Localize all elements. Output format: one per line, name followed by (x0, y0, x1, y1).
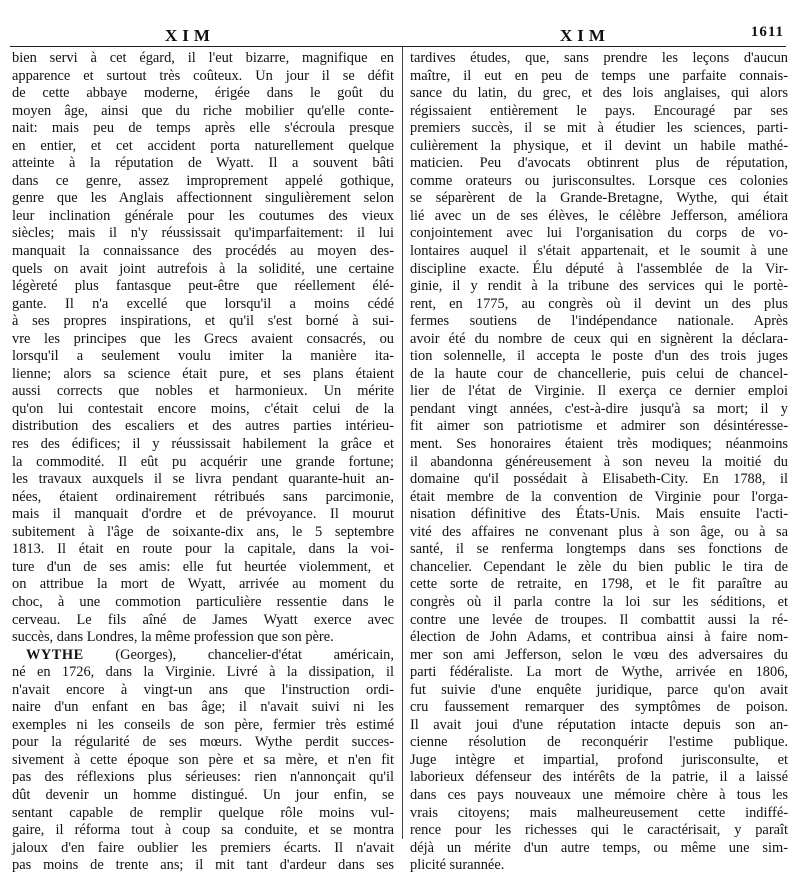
text-line: pas moins de trente ans; il mit tant d'ardeur dans ses (12, 857, 394, 874)
text-line: lorsqu'il a seulement voulu imiter la manière ita- (12, 348, 394, 365)
text-line: lienne; alors sa science était pure, et ses plans étaient (12, 365, 394, 382)
text-line: tion solennelle, il accepta le poste d'un des trois juges (410, 348, 788, 365)
text-line: se séparèrent de la Grande-Bretagne, Wythe, qui était (410, 190, 788, 207)
text-line: aussi corrects que nobles et harmonieux. Un mérite (12, 383, 394, 400)
text-line: dans ces pays nouveaux une mémoire chère à tous les (410, 786, 788, 803)
text-line: dût devenir un homme distingué. Un jour enfin, se (12, 786, 394, 803)
page-number: 1611 (750, 24, 784, 40)
text-line: bien servi à cet égard, il l'eut bizarre, magnifique en (12, 50, 394, 66)
text-line: quels on avait joint autrefois à la solidité, une certaine (12, 260, 394, 277)
text-line: conjointement avec lui l'organisation du corps de vo- (410, 225, 788, 242)
entry-given-name: (Georges), (115, 646, 177, 663)
text-line: n'avait encore à vingt-un ans que l'instruction ordi- (12, 681, 394, 698)
text-line: nait: mais peu de temps après elle s'écroula presque (12, 120, 394, 137)
column-divider (402, 47, 403, 839)
entry-heading-line (12, 647, 394, 665)
text-line: avoir été du nombre de ceux qui en signèrent la déclara- (410, 330, 788, 347)
text-line: légèreté plus fantasque peut-être que réellement élé- (12, 278, 394, 295)
text-line: premiers succès, il se mit à étudier les sciences, parti- (410, 120, 788, 137)
text-line: ment. Ses honoraires étaient très modiques; néanmoins (410, 436, 788, 453)
text-line: de la haute cour de chancellerie, puis celui de chancel- (410, 365, 788, 382)
text-line: né en 1726, dans la Virginie. Livré à la dissipation, il (12, 664, 394, 681)
text-line: discipline exacte. Élu député à l'assemblée de la Vir- (410, 260, 788, 277)
text-line: santé, il se renferma longtemps dans ses fonctions de (410, 541, 788, 558)
right-column (410, 50, 788, 875)
text-line: Juge intègre et impartial, profond jurisconsulte, et (410, 751, 788, 768)
text-line: siècles; mais il n'y réussissait qu'imparfaitement: il lui (12, 225, 394, 242)
text-line: comme orateurs ou jurisconsultes. Lorsque ces colonies (410, 172, 788, 189)
text-line: tardives études, que, sans prendre les leçons d'aucun (410, 50, 788, 66)
text-line: fermes soutiens de l'indépendance nationale. Après (410, 313, 788, 330)
text-line: plicité surannée. (410, 857, 505, 874)
text-line: Il avait joui d'une réputation intacte depuis son an- (410, 716, 788, 733)
text-line: gante. Il n'a excellé que lorsqu'il a moins cédé (12, 295, 394, 312)
text-line: leur inclination générale pour les coutumes des vieux (12, 207, 394, 224)
text-line: les travaux auxquels il se livra pendant quarante-huit an- (12, 471, 394, 488)
text-line: cette sorte de retraite, en 1798, et le fit paraître au (410, 576, 788, 593)
text-line: de cette abbaye moderne, érigée dans le goût du (12, 85, 394, 102)
text-line: mais il manquait d'ordre et de prévoyance. Il mourut (12, 506, 394, 523)
text-line: exemples ni les conseils de son père, fermier très estimé (12, 716, 394, 733)
text-line: contre une levée de troupes. Il combattit aussi la ré- (410, 611, 788, 628)
text-line: culièrement la physique, et il devint un habile mathé- (410, 137, 788, 154)
text-line: élection de John Adams, et contribua ainsi à faire nom- (410, 629, 788, 646)
text-line: fit aimer son patriotisme et admirer son désintéresse- (410, 418, 788, 435)
text-line: pour la régularité de ses mœurs. Wythe perdit succes- (12, 734, 394, 751)
text-line: sance du latin, du grec, et des lois anglaises, qui alors (410, 85, 788, 102)
text-line: subitement à l'âge de soixante-dix ans, le 5 septembre (12, 523, 394, 540)
text-line: atteinte à la réputation de Wyatt. Il a souvent bâti (12, 155, 394, 172)
text-line: manquait la connaissance des procédés au moyen des- (12, 243, 394, 260)
text-line: nisation définitive des États-Unis. Mais ensuite l'acti- (410, 506, 788, 523)
text-line: genre que les Anglais affectionnent singulièrement selon (12, 190, 394, 207)
text-line: nées, étaient ordinairement rétribués sans parcimonie, (12, 488, 394, 505)
entry-text (12, 664, 394, 875)
text-line: vre les principes que les Grecs avaient consacrés, ou (12, 330, 394, 347)
text-line: déjà un mérite d'un autre temps, ou même une sim- (410, 839, 788, 856)
left-column-text (12, 50, 394, 647)
text-line: vrais citoyens; mais malheureusement cette indiffé- (410, 804, 788, 821)
text-line: moyen âge, ainsi que du riche mobilier qu'elle conte- (12, 102, 394, 119)
text-line: fut suivie d'une enquête juridique, parce qu'on avait (410, 681, 788, 698)
text-line: congrès où il parla contre la loi sur les séditions, et (410, 593, 788, 610)
text-line: rence pour les richesses qui le caractérisait, y paraît (410, 822, 788, 839)
text-line: cienne résolution de reconquérir l'estime publique. (410, 734, 788, 751)
text-line: succès, dans Londres, la même profession que son père. (12, 629, 334, 646)
text-line: qu'on lui contestait encore moins, c'était celui de la (12, 400, 394, 417)
text-line: vité des affaires ne convenant plus à son âge, ou à sa (410, 523, 788, 540)
text-line: domaine qu'il possédait à Elisabeth-City. En 1788, il (410, 471, 788, 488)
running-head-left: XIM (165, 26, 215, 45)
entry-name: WYTHE (26, 646, 84, 663)
text-line: 1813. Il était en route pour la capitale, dans la voi- (12, 541, 394, 558)
text-line: maticien. Peu d'avocats obtinrent plus de réputation, (410, 155, 788, 172)
text-line: lié avec un de ses élèves, le célèbre Jefferson, améliora (410, 207, 788, 224)
text-line: choc, à une commotion particulière ressentie dans le (12, 593, 394, 610)
text-line: la commodité. Il eût pu acquérir une grande fortune; (12, 453, 394, 470)
text-line: ginie, il y rendit à la tribune des services qui le portè- (410, 278, 788, 295)
text-line: pendant vingt années, c'est-à-dire jusqu'à sa mort; il y (410, 400, 788, 417)
text-line: apparence et surtout très coûteux. Un jour il se défit (12, 67, 394, 84)
text-line: cru faussement remarquer des symptômes de poison. (410, 699, 788, 716)
text-line: distribution des escaliers et des autres parties intérieu- (12, 418, 394, 435)
left-column (12, 50, 394, 875)
text-line: lontaires auquel il s'était appartenait, et le soumit à une (410, 243, 788, 260)
text-line: jaloux d'en faire oublier les premiers écarts. Il n'avait (12, 839, 394, 856)
text-line: dans ce genre, assez improprement appelé gothique, (12, 172, 394, 189)
text-line: on attribue la mort de Wyatt, arrivée au moment du (12, 576, 394, 593)
text-line: pas des réflexions plus sérieuses: rien n'annonçait qu'il (12, 769, 394, 786)
text-line: rent, en 1775, au congrès où il devint un des plus (410, 295, 788, 312)
text-line: était membre de la convention de Virginie pour l'orga- (410, 488, 788, 505)
text-line: à ses propres inspirations, et qu'il s'est borné à sui- (12, 313, 394, 330)
text-line: laborieux défenseur des intérêts de la patrie, il a laissé (410, 769, 788, 786)
text-line: naire d'un enfant en bas âge; il n'avait suivi ni les (12, 699, 394, 716)
header-rule (10, 46, 786, 47)
text-line: lier de l'état de Virginie. Il exerça ce dernier emploi (410, 383, 788, 400)
text-line: res des édifices; il y réussissait habilement la grâce et (12, 436, 394, 453)
right-column-text (410, 50, 788, 875)
text-line: gaire, il réforma tout à coup sa conduite, et se montra (12, 822, 394, 839)
running-head-right: XIM (560, 26, 610, 45)
text-line: sivement à cette époque son père et sa mère, et n'en fit (12, 751, 394, 768)
text-line: il abandonna généreusement à son neveu la moitié du (410, 453, 788, 470)
text-line: cerveau. Le fils aîné de James Wyatt exerce avec (12, 611, 394, 628)
text-line: en entier, et cet accident porta naturellement quelque (12, 137, 394, 154)
text-line: maître, il eut en peu de temps une parfaite connais- (410, 67, 788, 84)
text-line: chancelier. Cependant le zèle du bien public le tira de (410, 558, 788, 575)
text-line: mer son ami Jefferson, selon le vœu des adversaires du (410, 646, 788, 663)
text-line: régissaient entièrement le pays. Encouragé par ses (410, 102, 788, 119)
entry-description: chancelier-d'état américain, (207, 646, 394, 663)
text-line: sentant capable de remplir quelque rôle moins vul- (12, 804, 394, 821)
text-line: ture d'un de ses amis: elle fut heurtée violemment, et (12, 558, 394, 575)
text-line: parti fédéraliste. La mort de Wythe, arrivée en 1806, (410, 664, 788, 681)
